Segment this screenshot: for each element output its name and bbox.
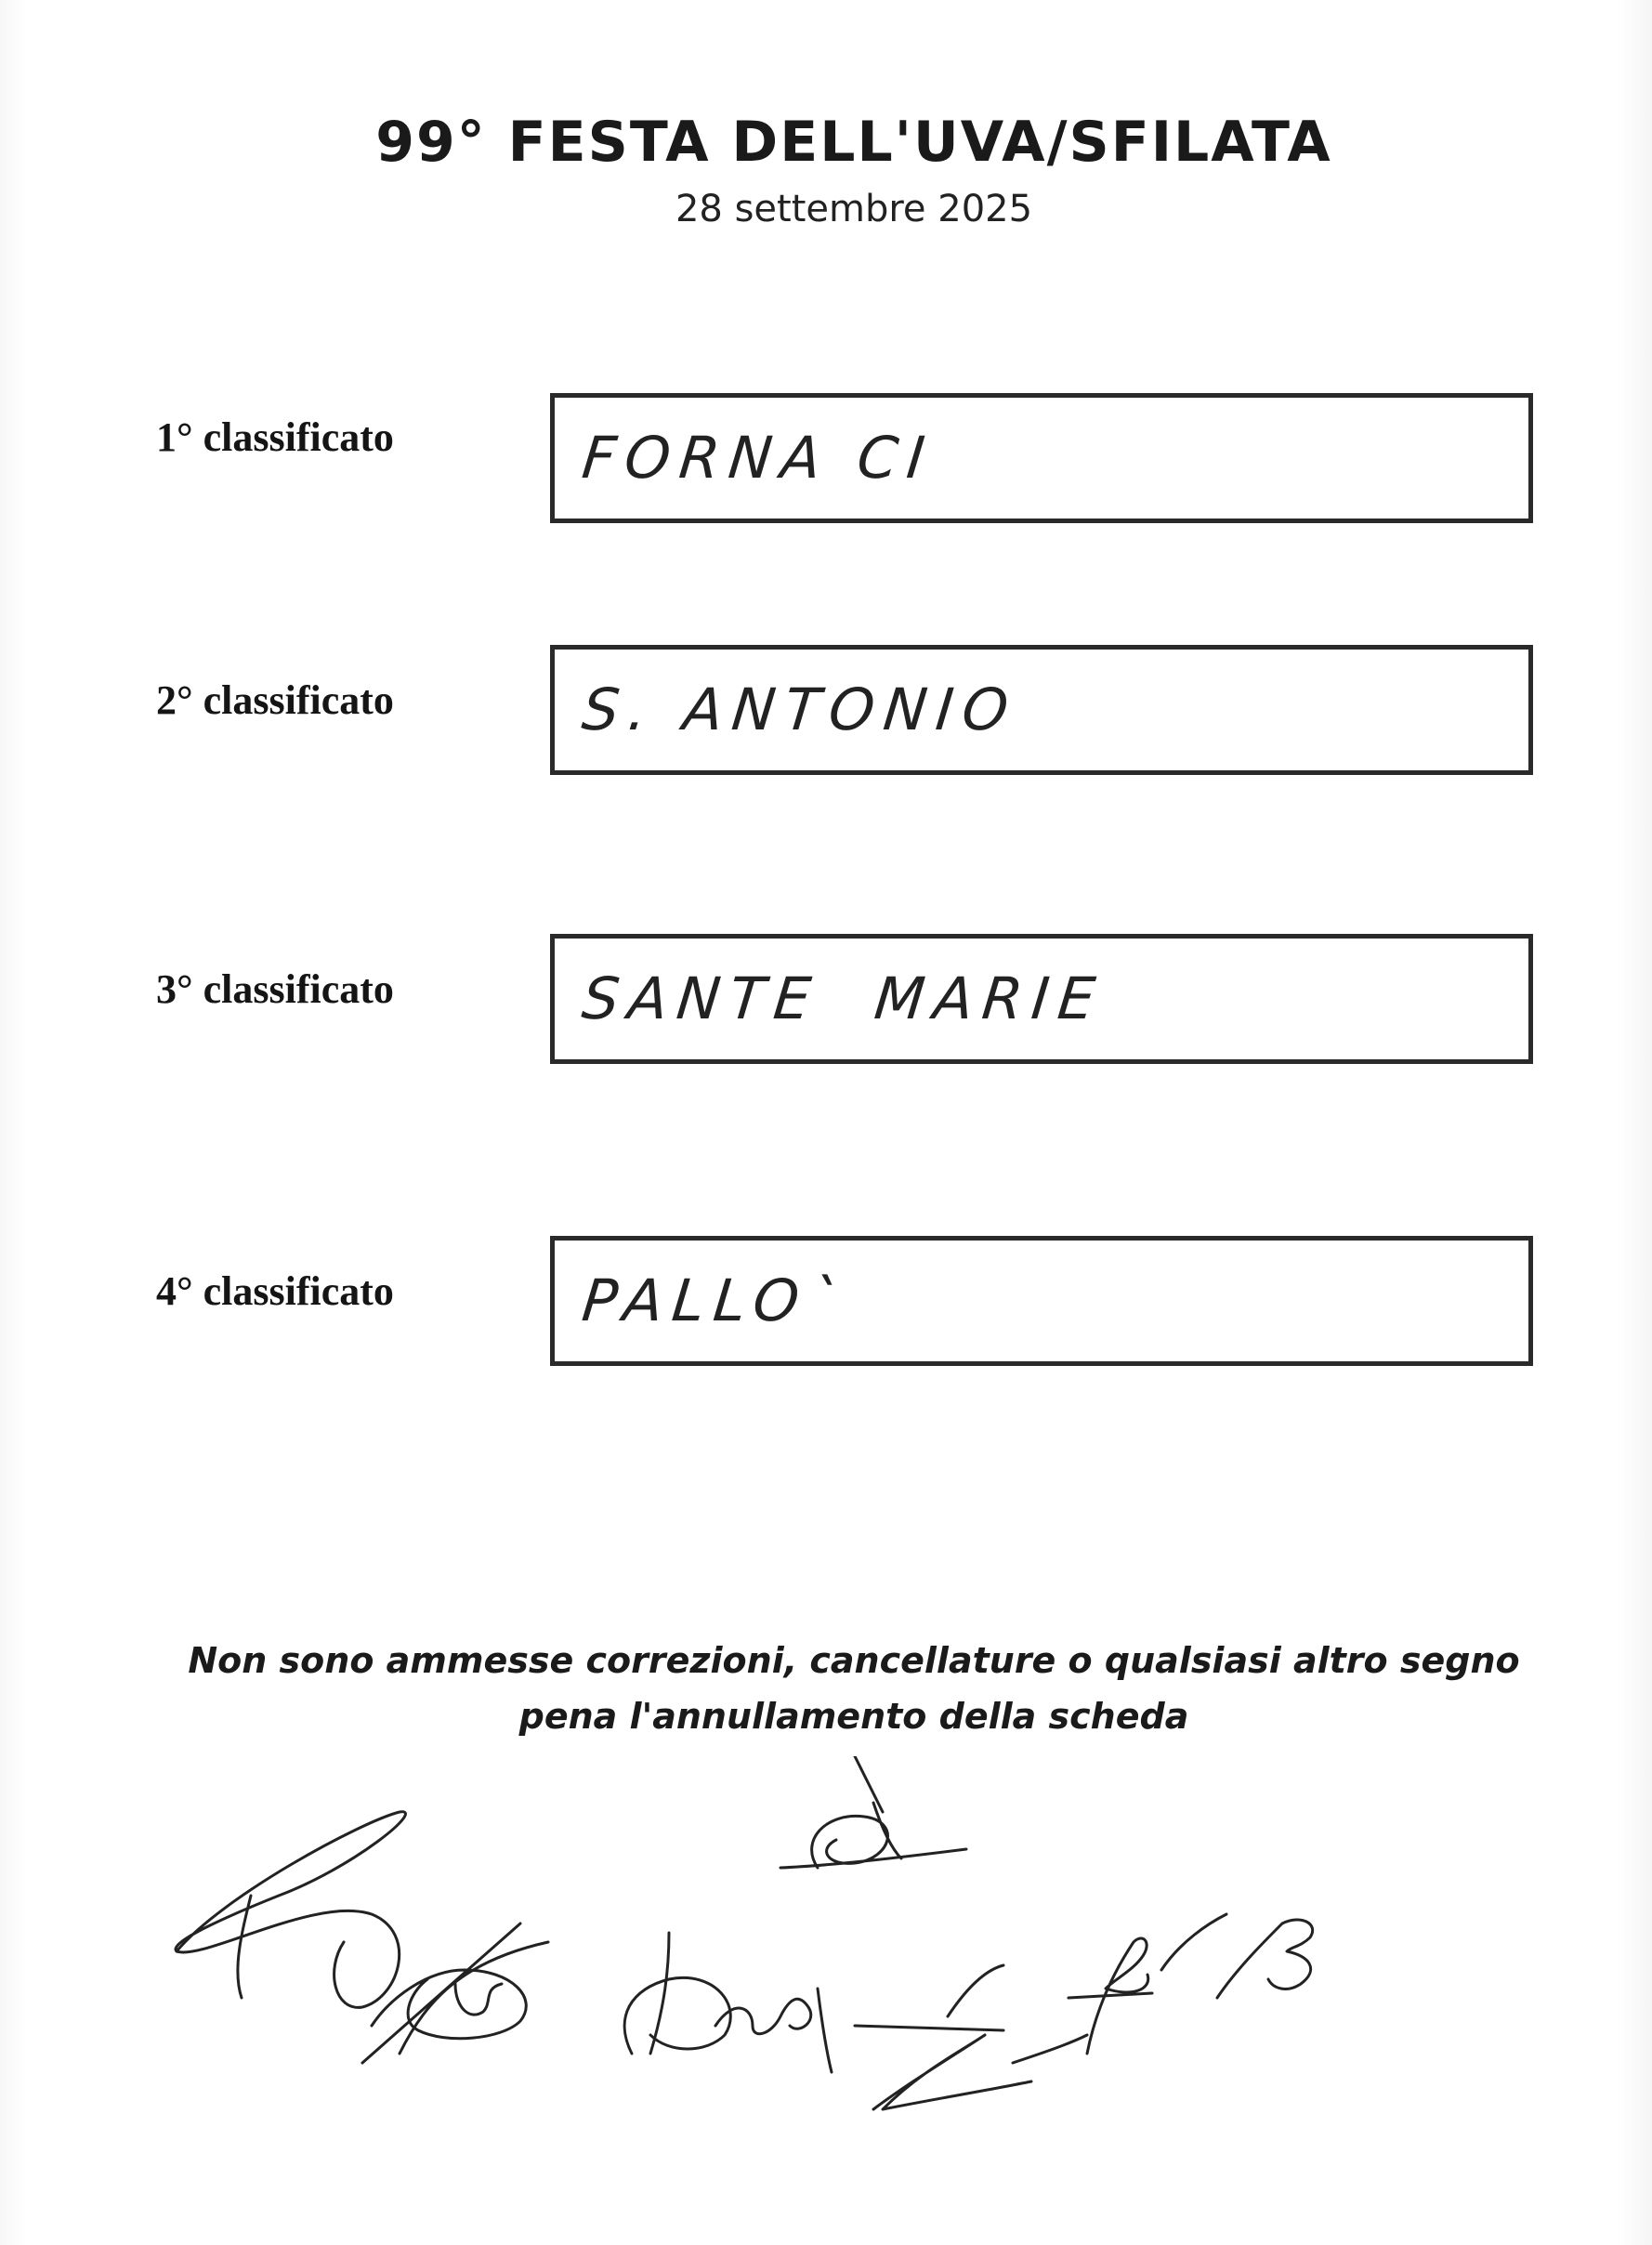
event-date (0, 188, 1652, 230)
page-title (0, 110, 1652, 175)
signature-6 (1069, 1914, 1313, 2054)
signature-2 (362, 1923, 548, 2063)
rank-field-4[interactable] (550, 1236, 1533, 1366)
signature-5 (855, 1965, 1087, 2109)
notice-line-1 (0, 1640, 1652, 1681)
signatures-graphic (149, 1756, 1449, 2128)
date-text: 28 settembre 2025 (675, 188, 1033, 230)
notice-line-2 (0, 1696, 1652, 1737)
rank-value-1: FORNA CI (579, 424, 937, 492)
signature-1 (176, 1812, 405, 2008)
rank-field-3[interactable] (550, 934, 1533, 1064)
rank-field-2[interactable] (550, 645, 1533, 775)
signature-4 (780, 1756, 966, 1868)
rank-label-3: 3° classificato (156, 966, 394, 1012)
signature-3 (624, 1933, 832, 2072)
rank-field-1[interactable] (550, 393, 1533, 523)
rank-value-2: S. ANTONIO (579, 676, 1021, 743)
signatures-area (149, 1756, 1449, 2128)
notice-text-2: pena l'annullamento della scheda (518, 1696, 1189, 1737)
notice-text-1: Non sono ammesse correzioni, cancellature o qualsiasi altro segno (188, 1640, 1520, 1681)
rank-label-1: 1° classificato (156, 414, 394, 460)
rank-value-4: PALLO` (579, 1267, 850, 1334)
rank-label-2: 2° classificato (156, 677, 394, 723)
title-text: 99° FESTA DELL'UVA/SFILATA (375, 110, 1332, 175)
rank-value-3: SANTE MARIE (579, 965, 1108, 1032)
rank-label-4: 4° classificato (156, 1268, 394, 1314)
